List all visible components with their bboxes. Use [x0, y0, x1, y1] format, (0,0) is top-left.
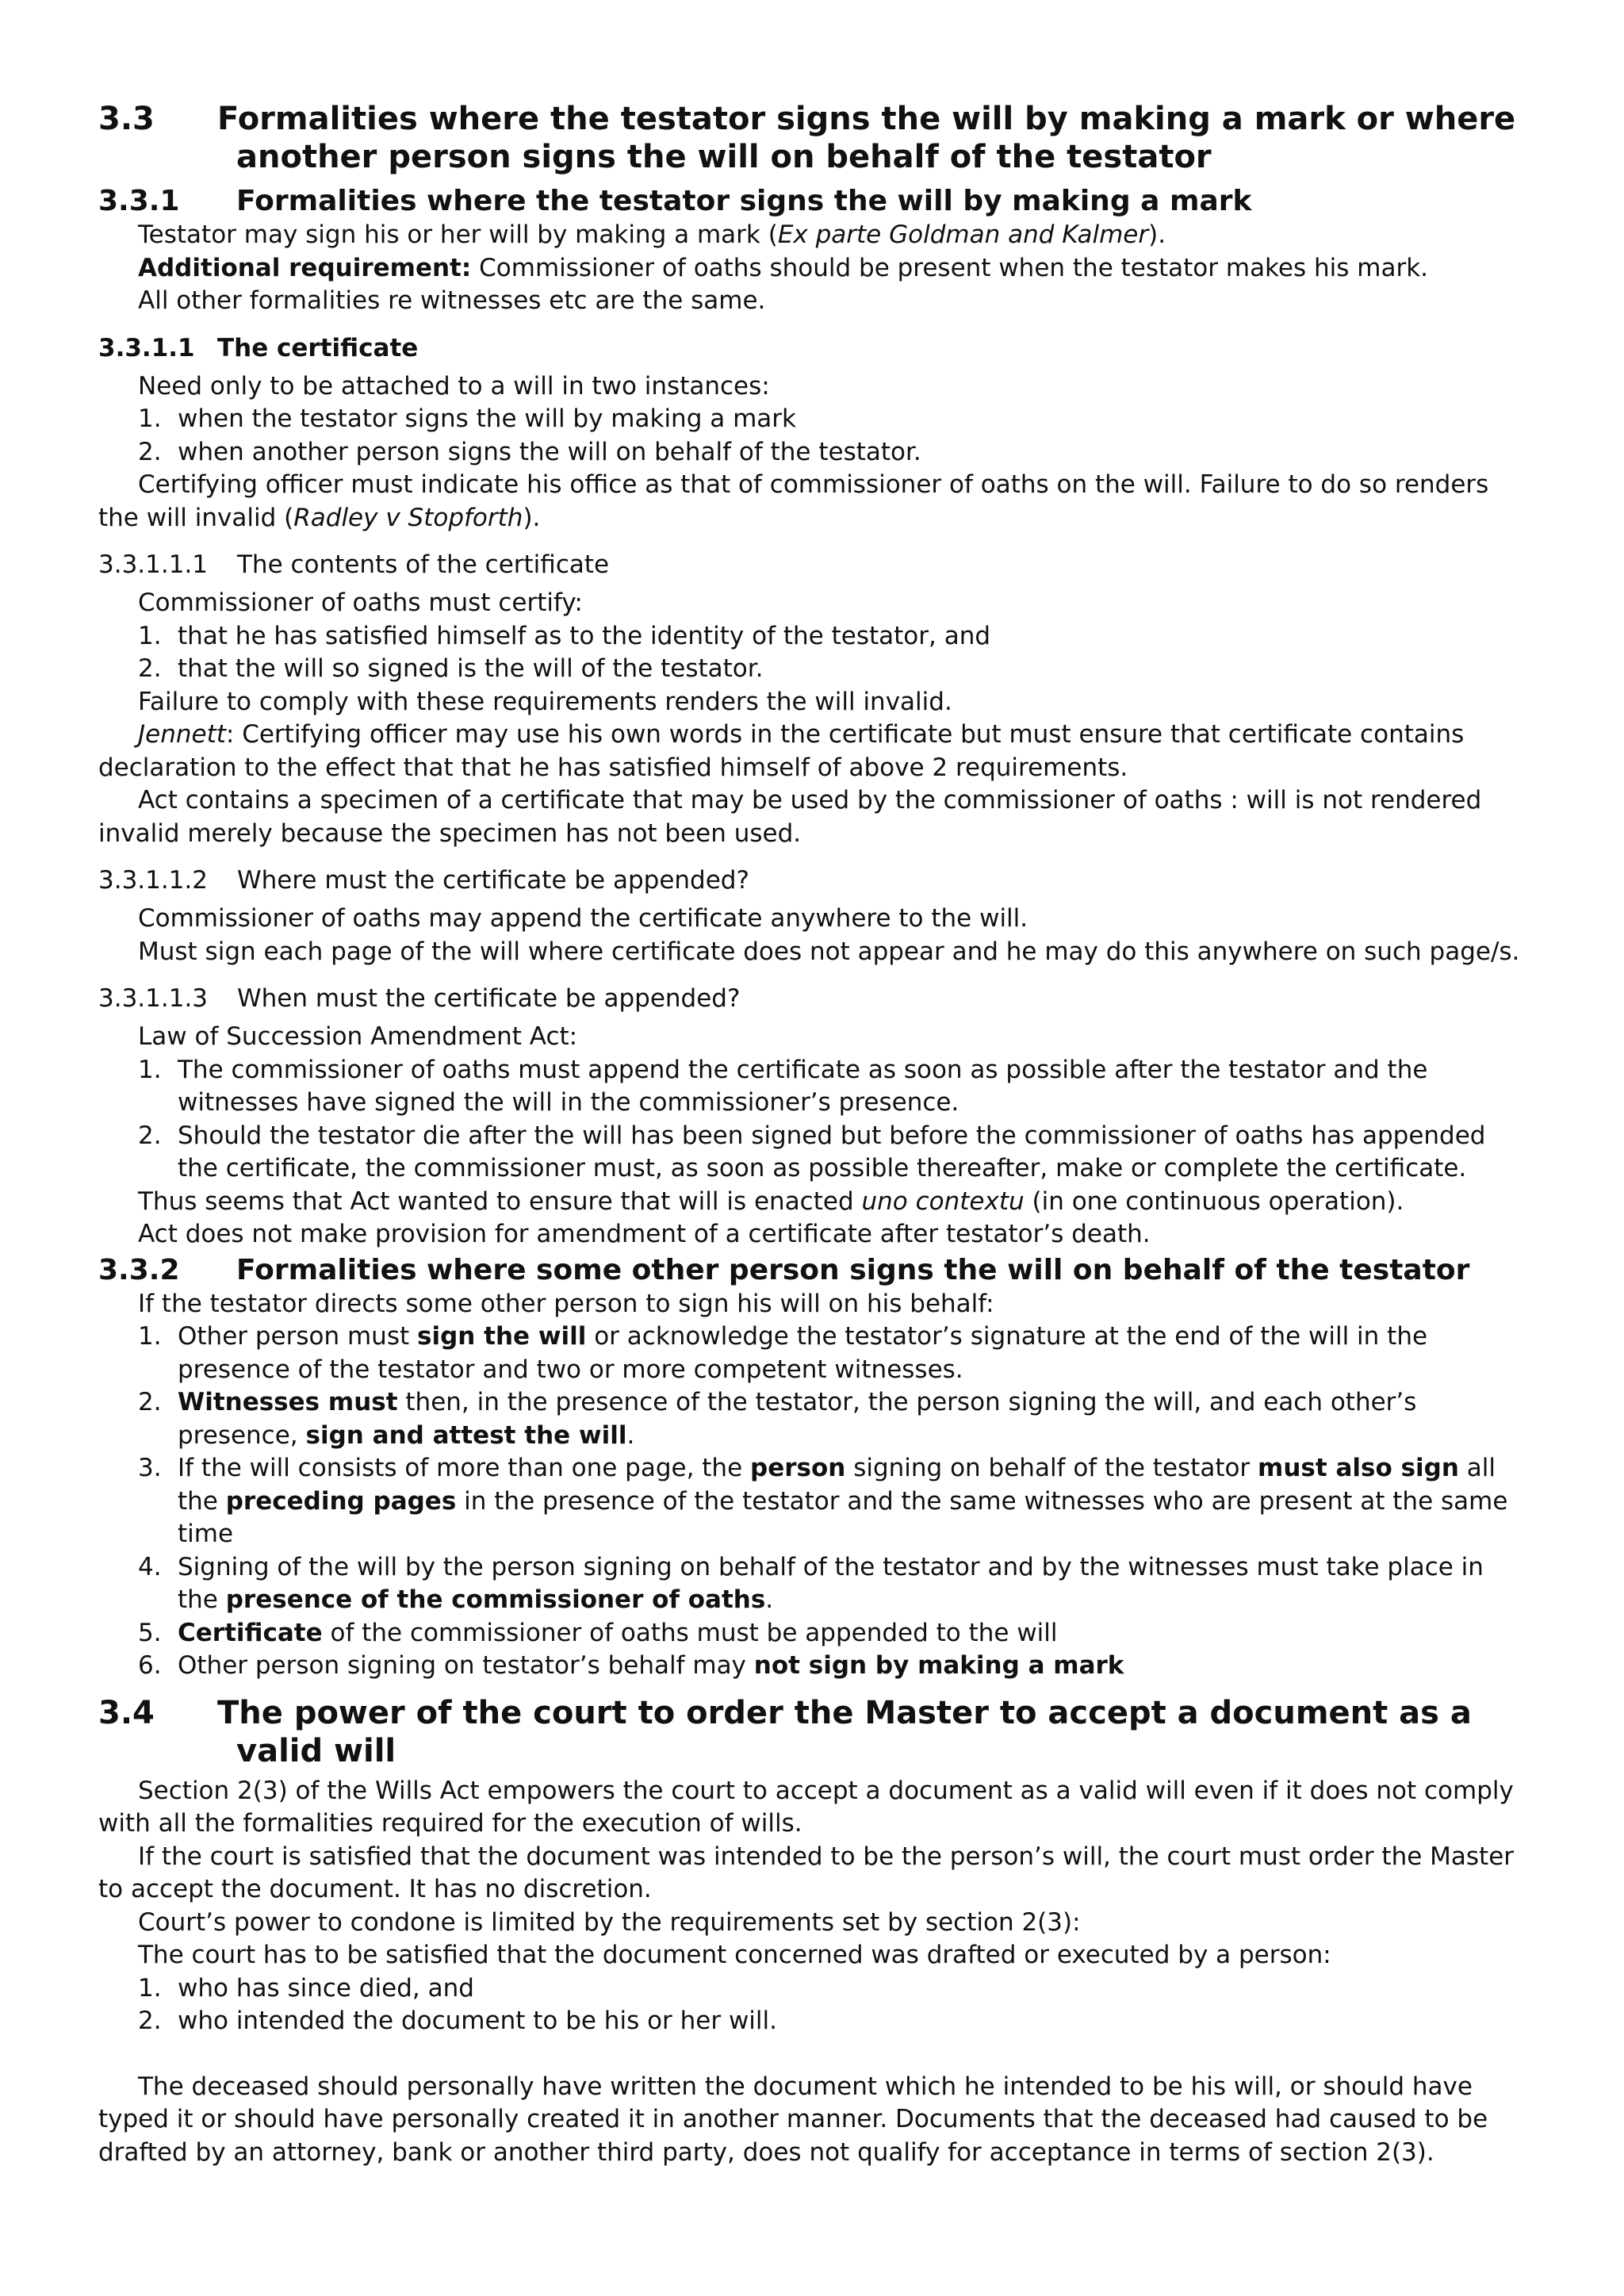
case-name: Radley v Stopforth	[293, 503, 523, 532]
section-3-3-1-heading	[98, 184, 1526, 219]
list-item-text: when the testator signs the will by making a mark	[178, 404, 796, 433]
section-3-3-1-1-3-heading	[98, 983, 1526, 1014]
list-item-text: Signing of the will by the person signing on behalf of the testator and by the witnesses must take place in the presence of the commissioner of oaths.	[178, 1552, 1484, 1614]
list-item-text: If the will consists of more than one page, the person signing on behalf of the testator must also sign all the preceding pages in the presence of the testator and the same witnesses who are present at the same time	[178, 1454, 1508, 1548]
section-title: The contents of the certificate	[237, 550, 610, 579]
list-item-text: that he has satisfied himself as to the identity of the testator, and	[178, 621, 991, 650]
paragraph: Section 2(3) of the Wills Act empowers the court to accept a document as a valid will even if it does not comply with all the formalities required for the execution of wills.	[98, 1776, 1514, 1838]
paragraph: Need only to be attached to a will in two instances:	[138, 371, 770, 401]
list-item: 2. Witnesses must then, in the presence of the testator, the person signing the will, and each other’s presence, sign and attest the will.	[98, 1386, 1526, 1452]
paragraph: All other formalities re witnesses etc are the same.	[138, 286, 766, 315]
case-name: Ex parte Goldman and Kalmer	[777, 220, 1149, 249]
paragraph	[98, 469, 1526, 535]
paragraph: Act contains a specimen of a certificate that may be used by the commissioner of oaths : will is not rendered invalid merely because the specimen has not been used.	[98, 786, 1482, 848]
section-title: Formalities where the testator signs the will by making a mark	[236, 185, 1252, 217]
text: ).	[523, 503, 541, 532]
numbered-list	[98, 620, 1526, 686]
numbered-list	[98, 1054, 1526, 1186]
paragraph: Commissioner of oaths may append the certificate anywhere to the will.	[138, 904, 1028, 933]
paragraph: If the court is satisfied that the document was intended to be the person’s will, the court must order the Master to accept the document. It has no discretion.	[98, 1842, 1515, 1903]
latin-term: uno contextu	[861, 1186, 1025, 1216]
section-number: 3.3.1.1	[98, 333, 195, 362]
numbered-list	[98, 1972, 1526, 2038]
text: (in one continuous operation).	[1024, 1186, 1404, 1216]
list-item-text: when another person signs the will on behalf of the testator.	[178, 437, 921, 466]
list-item: 2. that the will so signed is the will of the testator.	[98, 653, 1526, 686]
section-title: Formalities where some other person signs the will on behalf of the testator	[236, 1253, 1470, 1286]
section-number: 3.3.1.1.3	[98, 984, 209, 1013]
list-item: 4. Signing of the will by the person signing on behalf of the testator and by the witnesses must take place in the presence of the commissioner of oaths.	[98, 1551, 1526, 1617]
paragraph: Failure to comply with these requirements renders the will invalid.	[138, 687, 952, 716]
section-title: When must the certificate be appended?	[237, 984, 741, 1013]
section-3-3-2-heading	[98, 1253, 1526, 1288]
paragraph	[98, 219, 1526, 252]
section-number: 3.3.1	[98, 185, 180, 217]
text: Thus seems that Act wanted to ensure that will is enacted	[138, 1186, 862, 1216]
paragraph: Must sign each page of the will where certificate does not appear and he may do this anywhere on such page/s.	[138, 937, 1520, 966]
list-item-text: Other person must sign the will or acknowledge the testator’s signature at the end of the will in the presence of the testator and two or more competent witnesses.	[178, 1322, 1428, 1384]
list-item: 2. who intended the document to be his or her will.	[98, 2005, 1526, 2038]
section-3-4-heading	[98, 1694, 1526, 1770]
paragraph	[98, 1186, 1526, 1219]
section-title: The certificate	[217, 333, 419, 362]
list-item-text: Witnesses must then, in the presence of the testator, the person signing the will, and each other’s presence, sign and attest the will.	[178, 1388, 1417, 1450]
section-number: 3.3.2	[98, 1253, 180, 1286]
paragraph: The court has to be satisfied that the document concerned was drafted or executed by a person:	[138, 1941, 1331, 1969]
text: ).	[1148, 220, 1166, 249]
list-item: 6. Other person signing on testator’s behalf may not sign by making a mark	[98, 1650, 1526, 1683]
paragraph: The deceased should personally have written the document which he intended to be his will, or should have typed it or should have personally created it in another manner. Documents that the deceased had caused to be drafted by an attorney, bank or another third party, does not qualify for acceptance in terms of section 2(3).	[98, 2072, 1488, 2167]
list-item-text: who has since died, and	[178, 1973, 474, 2003]
section-title: The power of the court to order the Master to accept a document as a valid will	[217, 1694, 1472, 1769]
section-number: 3.4	[98, 1694, 155, 1731]
paragraph: Act does not make provision for amendment of a certificate after testator’s death.	[138, 1220, 1151, 1248]
paragraph: Commissioner of oaths must certify:	[138, 588, 583, 617]
text: Testator may sign his or her will by making a mark (	[138, 220, 778, 249]
list-item: 1. Other person must sign the will or acknowledge the testator’s signature at the end of the will in the presence of the testator and two or more competent witnesses.	[98, 1320, 1526, 1386]
case-name: Jennett	[138, 720, 226, 749]
list-item: 2. Should the testator die after the will has been signed but before the commissioner of oaths has appended the certificate, the commissioner must, as soon as possible thereafter, make or complete the certificate.	[98, 1120, 1526, 1186]
paragraph: Law of Succession Amendment Act:	[138, 1022, 578, 1051]
list-item: 1. who has since died, and	[98, 1972, 1526, 2006]
numbered-list	[98, 403, 1526, 469]
list-item: 5. Certificate of the commissioner of oaths must be appended to the will	[98, 1617, 1526, 1650]
section-number: 3.3.1.1.2	[98, 866, 209, 895]
emphasis: Additional requirement:	[138, 253, 472, 282]
list-item: 1. that he has satisfied himself as to the identity of the testator, and	[98, 620, 1526, 654]
section-number: 3.3	[98, 101, 155, 137]
section-3-3-1-1-heading	[98, 332, 1526, 364]
list-item: 1. The commissioner of oaths must append the certificate as soon as possible after the testator and the witnesses have signed the will in the commissioner’s presence.	[98, 1054, 1526, 1120]
paragraph	[98, 252, 1526, 286]
text: Certifying officer must indicate his office as that of commissioner of oaths on the will. Failure to do so renders the will invalid (	[98, 470, 1489, 532]
list-item-text: Other person signing on testator’s behalf may not sign by making a mark	[178, 1651, 1124, 1680]
list-item-text: who intended the document to be his or her will.	[178, 2007, 778, 2035]
list-item-text: that the will so signed is the will of the testator.	[178, 654, 764, 683]
list-item-text: Should the testator die after the will has been signed but before the commissioner of oaths has appended the certificate, the commissioner must, as soon as possible thereafter, make or complete the certificate.	[178, 1121, 1486, 1182]
numbered-list	[98, 1320, 1526, 1683]
paragraph: Court’s power to condone is limited by the requirements set by section 2(3):	[138, 1907, 1081, 1937]
list-item: 3. If the will consists of more than one page, the person signing on behalf of the testator must also sign all the preceding pages in the presence of the testator and the same witnesses who are present at the same time	[98, 1452, 1526, 1551]
list-item-text: The commissioner of oaths must append the certificate as soon as possible after the testator and the witnesses have signed the will in the commissioner’s presence.	[178, 1055, 1428, 1117]
section-title: Formalities where the testator signs the will by making a mark or where another person signs the will on behalf of the testator	[217, 101, 1516, 175]
paragraph	[98, 719, 1526, 784]
section-title: Where must the certificate be appended?	[237, 866, 749, 895]
document-page	[98, 100, 1526, 2169]
section-number: 3.3.1.1.1	[98, 550, 209, 579]
text: Commissioner of oaths should be present when the testator makes his mark.	[471, 253, 1428, 282]
paragraph: If the testator directs some other person to sign his will on his behalf:	[138, 1289, 994, 1318]
section-3-3-1-1-2-heading	[98, 864, 1526, 896]
list-item: 1. when the testator signs the will by making a mark	[98, 403, 1526, 436]
section-3-3-1-1-1-heading	[98, 549, 1526, 581]
list-item-text: Certificate of the commissioner of oaths must be appended to the will	[178, 1618, 1058, 1647]
list-item: 2. when another person signs the will on behalf of the testator.	[98, 436, 1526, 470]
text: : Certifying officer may use his own words in the certificate but must ensure that certificate contains declaration to the effect that that he has satisfied himself of above 2 requirements.	[98, 720, 1465, 782]
section-3-3-heading	[98, 100, 1526, 176]
